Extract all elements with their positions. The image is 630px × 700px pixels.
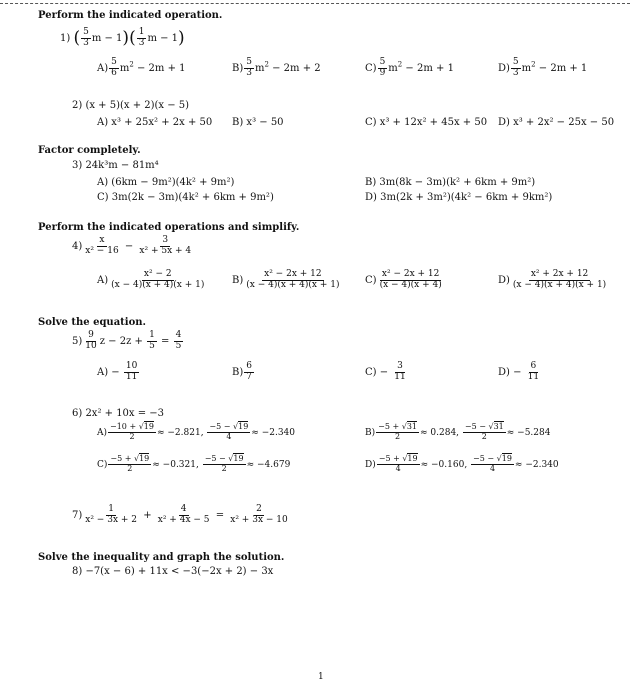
q1-option-c[interactable]: C) $\frac{5}{9}$ $m^2 - 2m + 1$ <box>365 57 454 78</box>
q2-option-c[interactable]: C) x³ + 12x² + 45x + 50 <box>365 117 488 128</box>
question-6-stem: 6) 2x² + 10x = −3 <box>72 408 165 419</box>
q4-option-c[interactable]: C) $\frac{\text{x² − 2x + 12}}{(x - 4)(x + 4)}$ <box>365 269 442 290</box>
q1-option-d[interactable]: D) $\frac{5}{3}$ $m^2 - 2m + 1$ <box>498 57 588 78</box>
q4-option-b[interactable]: B) $\frac{\text{x² − 2x + 12}}{(x - 4)(x + 4)(x + 1)}$ <box>232 269 340 290</box>
q4-option-d[interactable]: D) $\frac{\text{x² + 2x + 12}}{(x - 4)(x + 4)(x + 1)}$ <box>498 269 607 290</box>
q5-option-c[interactable]: C) − $\frac{3}{11}$ <box>365 361 406 382</box>
q6-option-c[interactable]: C) $\frac{-5 + √19}{2}$ ≈ −0.321, $\frac{-5 - √19}{2}$ ≈ −4.679 <box>97 454 291 473</box>
question-4-stem: 4) $\frac{x}{\text{x² − 16}}$ − $\frac{3}{\text{x² + 5x + 4}}$ <box>72 235 192 256</box>
q3-option-c[interactable]: C) 3m(2k − 3m)(4k² + 6km + 9m²) <box>97 192 274 203</box>
q1-option-a[interactable]: A) $\frac{5}{6}$ $m^2 - 2m + 1$ <box>97 57 186 78</box>
q3-option-a[interactable]: A) (6km − 9m²)(4k² + 9m²) <box>97 177 235 188</box>
section-header-solve-equation: Solve the equation. <box>38 317 147 328</box>
q5-option-b[interactable]: B) $\frac{6}{7}$ <box>232 361 252 382</box>
q2-option-d[interactable]: D) x³ + 2x² − 25x − 50 <box>498 117 615 128</box>
q6-option-d[interactable]: D) $\frac{-5 + √19}{4}$ ≈ −0.160, $\frac{-5 - √19}{4}$ ≈ −2.340 <box>365 454 559 473</box>
page-number: 1 <box>318 672 324 682</box>
section-header-operation: Perform the indicated operation. <box>38 10 223 21</box>
top-dashed-rule <box>0 3 630 4</box>
q4-option-a[interactable]: A) $\frac{\text{x² − 2}}{(x - 4)(x + 4)(x + 1)}$ <box>97 269 205 290</box>
question-1-stem: 1) ( $\frac{5}{3}$ m − 1)( $\frac{1}{3}$ m − 1) <box>60 27 185 48</box>
q2-option-b[interactable]: B) x³ − 50 <box>232 117 284 128</box>
question-7-stem: 7) $\frac{1}{\text{x² − 3x + 2}}$ + $\frac{4}{\text{x² + 4x − 5}}$ = $\frac{2}{\text{x² + 3x − 10}}$ <box>72 504 288 525</box>
question-3-stem: 3) 24k³m − 81m⁴ <box>72 160 159 171</box>
q6-option-a[interactable]: A) $\frac{-10 + √19}{2}$ ≈ −2.821, $\frac{-5 - √19}{4}$ ≈ −2.340 <box>97 422 296 441</box>
q6-option-b[interactable]: B) $\frac{-5 + √31}{2}$ ≈ 0.284, $\frac{-5 - √31}{2}$ ≈ −5.284 <box>365 422 551 441</box>
question-8-stem: 8) −7(x − 6) + 11x < −3(−2x + 2) − 3x <box>72 566 274 577</box>
question-1-number: 1) <box>60 32 71 44</box>
question-5-stem: 5) $\frac{9}{10}$ z − 2z + $\frac{1}{5}$ = $\frac{4}{5}$ <box>72 330 182 351</box>
section-header-inequality: Solve the inequality and graph the solution. <box>38 552 285 563</box>
q5-option-a[interactable]: A) − $\frac{10}{11}$ <box>97 361 138 382</box>
question-2-stem: 2) (x + 5)(x + 2)(x − 5) <box>72 100 190 111</box>
q1-option-b[interactable]: B) $\frac{5}{3}$ $m^2 - 2m + 2$ <box>232 57 321 78</box>
section-header-simplify: Perform the indicated operations and simplify. <box>38 222 300 233</box>
q5-option-d[interactable]: D) − $\frac{6}{11}$ <box>498 361 540 382</box>
q2-option-a[interactable]: A) x³ + 25x² + 2x + 50 <box>97 117 213 128</box>
section-header-factor: Factor completely. <box>38 145 141 156</box>
q3-option-b[interactable]: B) 3m(8k − 3m)(k² + 6km + 9m²) <box>365 177 536 188</box>
q3-option-d[interactable]: D) 3m(2k + 3m²)(4k² − 6km + 9km²) <box>365 192 553 203</box>
